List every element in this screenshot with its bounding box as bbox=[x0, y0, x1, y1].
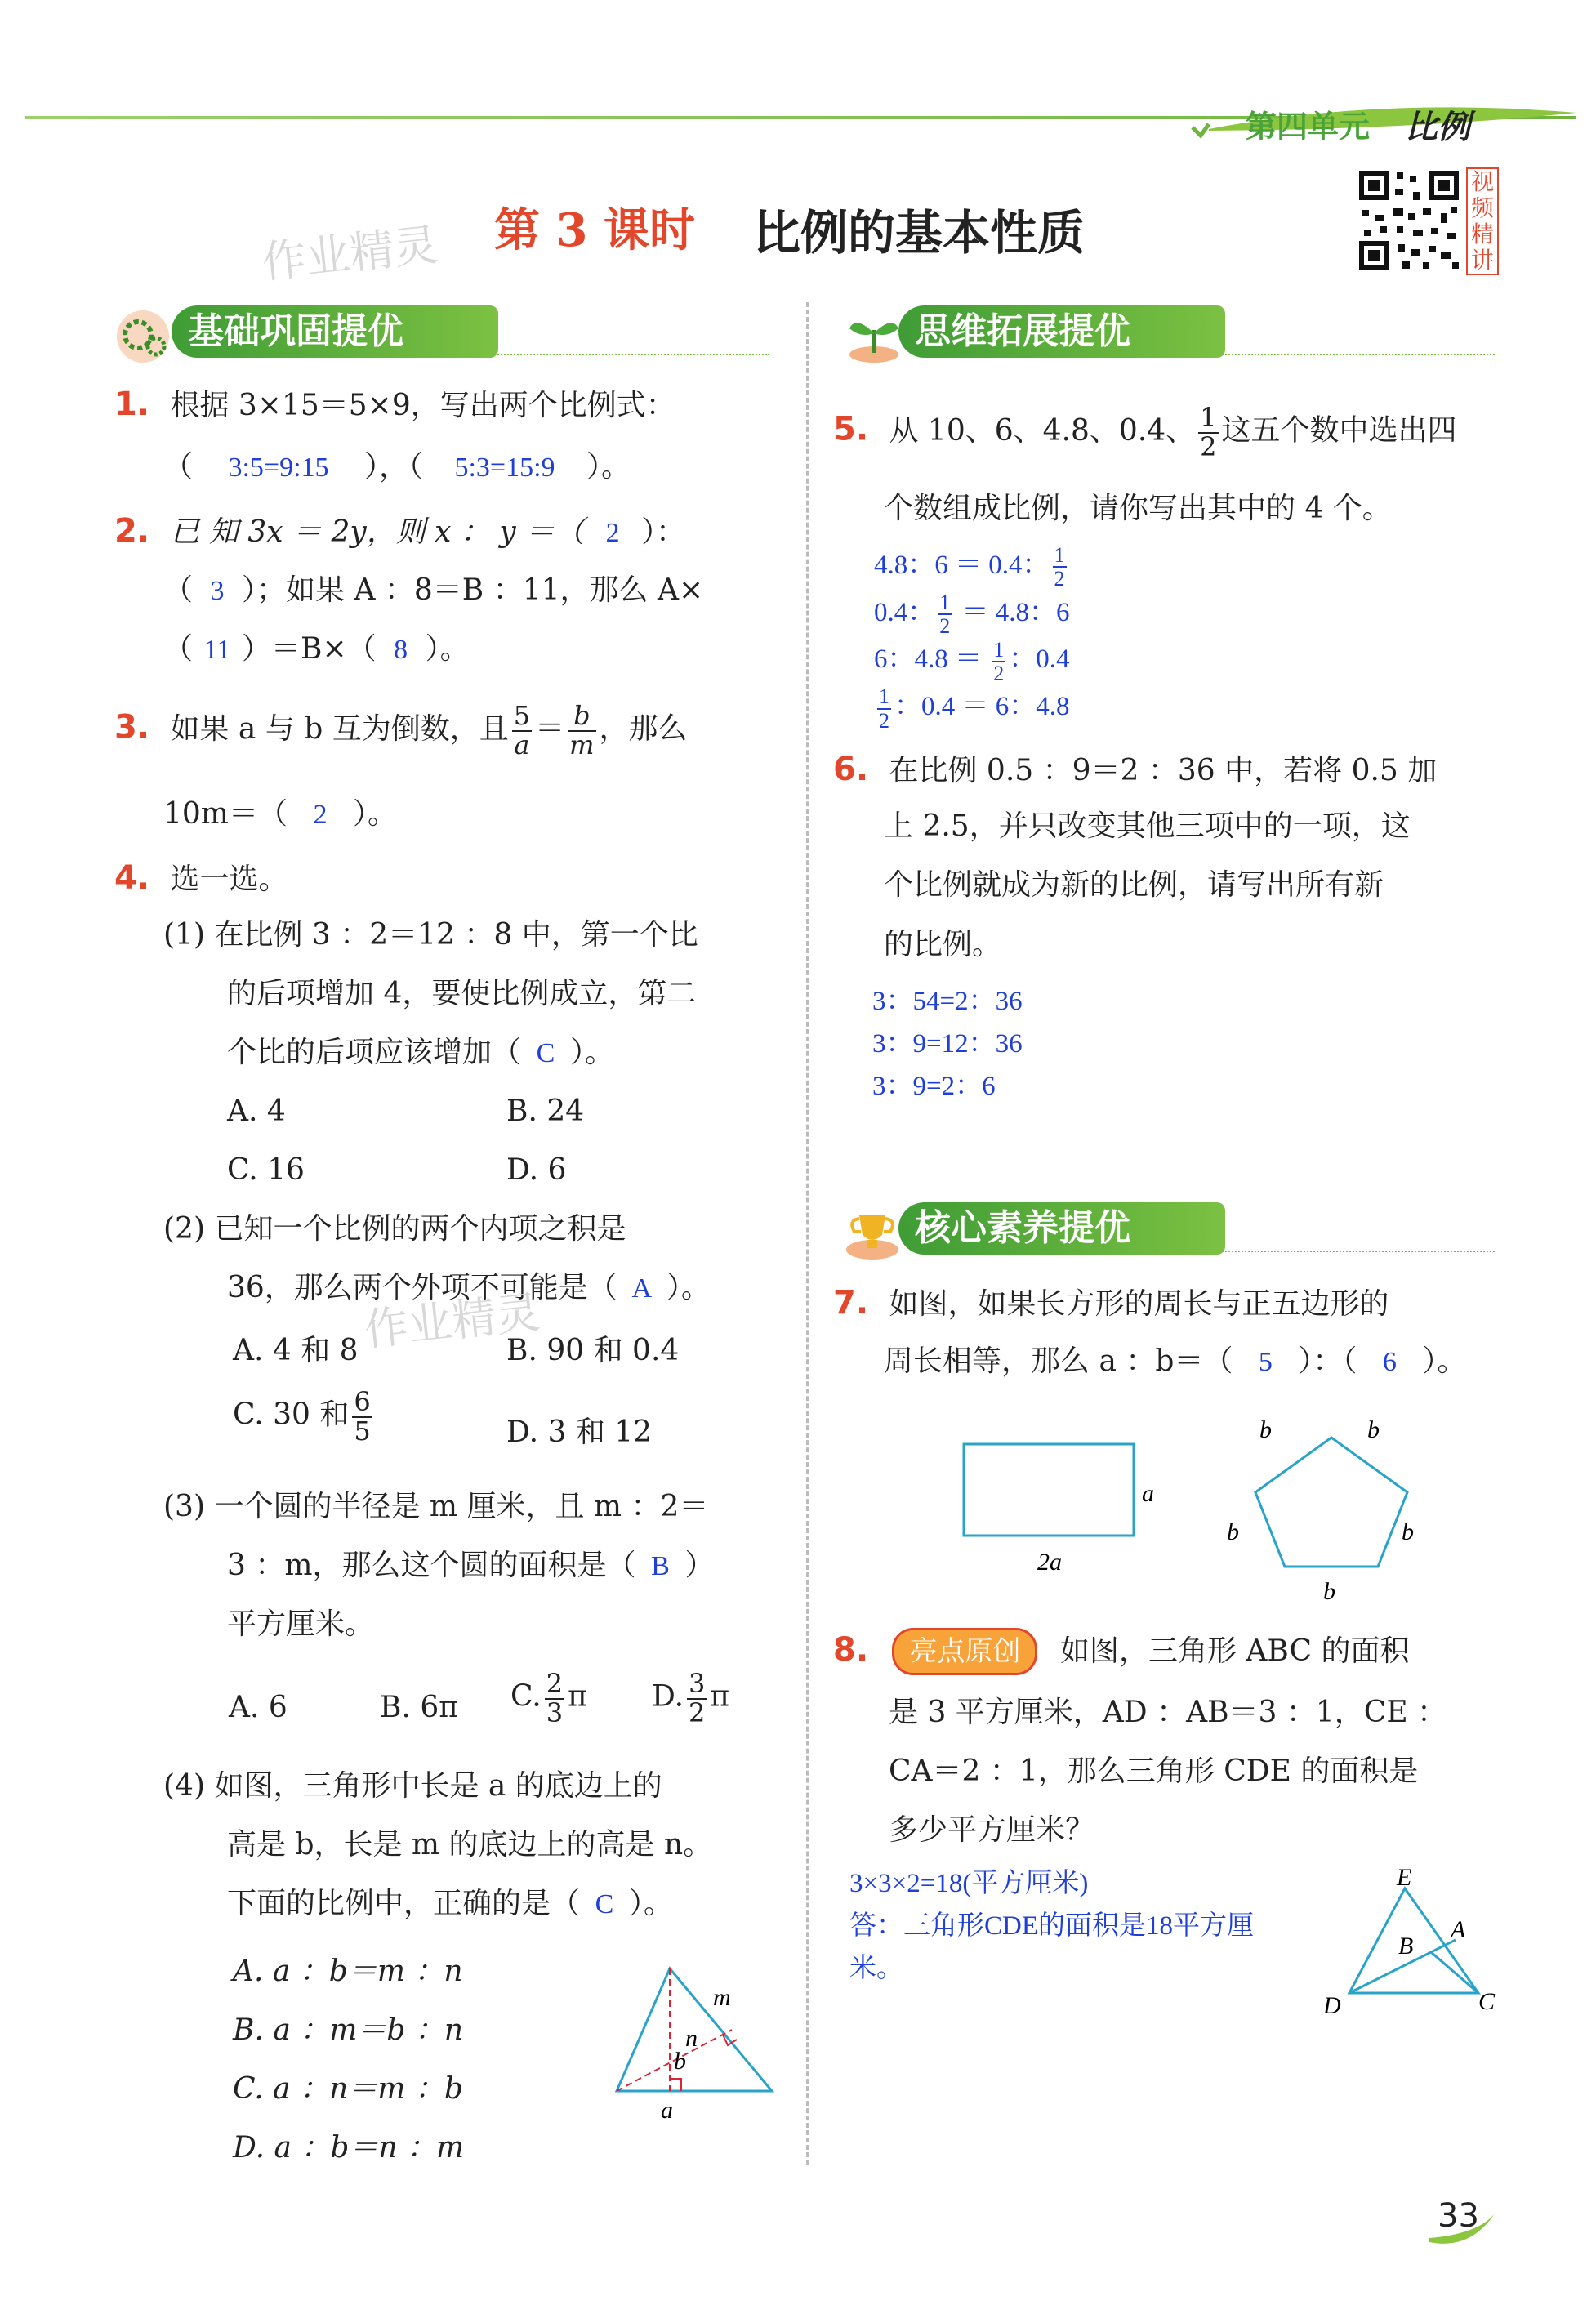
q5 bbox=[833, 404, 1457, 461]
q8-answers bbox=[849, 1862, 1254, 1990]
q7-rectangle-figure bbox=[956, 1429, 1176, 1585]
q2-answer-3[interactable]: 11 bbox=[203, 635, 231, 665]
q6-line4: 的比例。 bbox=[884, 928, 1002, 961]
q4-2-option-c[interactable]: C. 30 和 $\frac{6}{5}$ bbox=[233, 1386, 371, 1447]
q8-fig-C: C bbox=[1478, 1988, 1496, 2015]
q3-equals: ＝ bbox=[535, 711, 565, 746]
q4-2-option-d[interactable]: D. 3 和 12 bbox=[506, 1416, 653, 1449]
q4-4-line2: 高是 b，长是 m 的底边上的高是 n。 bbox=[227, 1828, 713, 1861]
section-core: 核心素养提优 bbox=[898, 1202, 1225, 1255]
q5-answer-3[interactable]: 6：4.8 ＝ $\frac{1}{2}$ ：0.4 bbox=[874, 637, 1070, 685]
q5-answers bbox=[874, 543, 1070, 732]
q7-answer-1[interactable]: 5 bbox=[1258, 1347, 1273, 1377]
watermark: 作业精灵 bbox=[259, 218, 441, 289]
q5-answer-1[interactable]: 4.8：6 ＝ 0.4： $\frac{1}{2}$ bbox=[874, 543, 1065, 591]
q7-fig-pent-b4: b bbox=[1402, 1518, 1414, 1545]
q2-line1: 已 知 3x ＝ 2y，则 x ： y ＝（ bbox=[170, 515, 585, 549]
q7-line1: 如图，如果长方形的周长与正五边形的 bbox=[889, 1287, 1389, 1321]
q6-number: 6. bbox=[833, 751, 869, 788]
q4-3-option-b[interactable]: B. 6π bbox=[380, 1691, 458, 1724]
q4-4-option-a[interactable]: A. a ：b＝m ：n bbox=[233, 1955, 463, 1988]
q7-fig-pent-b3: b bbox=[1227, 1518, 1239, 1545]
q7-fig-pent-b5: b bbox=[1323, 1578, 1335, 1601]
q5-fraction: $\frac{1}{2}$ bbox=[1200, 402, 1217, 462]
q8-line1: 如图，三角形 ABC 的面积 bbox=[1059, 1634, 1410, 1668]
q6-line3: 个比例就成为新的比例，请写出所有新 bbox=[884, 868, 1384, 902]
q4-4-answer[interactable]: C bbox=[595, 1889, 614, 1919]
lesson-number: 第 3 课时 bbox=[494, 203, 695, 257]
header-leaf-decoration bbox=[1176, 96, 1585, 162]
q8-fig-D: D bbox=[1323, 1992, 1341, 2019]
q7-fig-rect-bottom: 2a bbox=[1037, 1549, 1062, 1576]
q1-answer-2[interactable]: 5:3=15:9 bbox=[454, 453, 555, 483]
q6-line2: 上 2.5，并只改变其他三项中的一项，这 bbox=[884, 809, 1411, 843]
q4-2-line2: 36，那么两个外项不可能是（ A ）。 bbox=[227, 1266, 711, 1310]
q4-2-answer[interactable]: A bbox=[631, 1273, 653, 1304]
q1 bbox=[114, 380, 675, 429]
q4-1-line3: 个比的后项应该增加（ C ）。 bbox=[227, 1031, 614, 1075]
q2-answer-1[interactable]: 2 bbox=[605, 518, 620, 548]
q4-4-line3: 下面的比例中，正确的是（ C ）。 bbox=[227, 1882, 673, 1926]
q4-3-option-c[interactable]: C. $\frac{2}{3}$ π bbox=[510, 1668, 587, 1728]
q1-number: 1. bbox=[114, 386, 150, 423]
q4-2-option-a[interactable]: A. 4 和 8 bbox=[233, 1334, 359, 1367]
q4-4-line1: (4) 如图，三角形中长是 a 的底边上的 bbox=[163, 1769, 662, 1803]
q4-3-line3: 平方厘米。 bbox=[227, 1607, 375, 1641]
q4-3-line2: 3 ：m，那么这个圆的面积是（ B ） bbox=[227, 1544, 715, 1588]
section-core-rule bbox=[1209, 1251, 1495, 1252]
q5-line1b: 这五个数中选出四 bbox=[1221, 413, 1457, 448]
column-divider bbox=[806, 302, 809, 2165]
q4-2-option-b[interactable]: B. 90 和 0.4 bbox=[506, 1334, 680, 1367]
q2-line2: （ 3 ）；如果 A ：8＝B ：11，那么 A× bbox=[163, 568, 703, 613]
q8-triangle-figure bbox=[1315, 1862, 1503, 2026]
q4-4-option-d[interactable]: D. a ：b＝n ：m bbox=[233, 2131, 465, 2165]
q4-1-option-a[interactable]: A. 4 bbox=[227, 1095, 286, 1128]
q4-3-option-d-fraction: $\frac{3}{2}$ bbox=[689, 1668, 706, 1728]
q2-answer-4[interactable]: 8 bbox=[394, 635, 408, 665]
q7-fig-pent-b2: b bbox=[1367, 1416, 1380, 1443]
q5-number: 5. bbox=[833, 410, 869, 448]
q6-answers bbox=[872, 980, 1023, 1108]
unit-label: 第四单元 bbox=[1246, 109, 1371, 145]
q3-number: 3. bbox=[114, 708, 150, 747]
section-basic-rule bbox=[482, 354, 769, 355]
q3-line1b: ，那么 bbox=[599, 711, 688, 746]
q2-line3: （ 11 ）＝B×（ 8 ）。 bbox=[163, 627, 470, 671]
lesson-title: 比例的基本性质 bbox=[753, 205, 1086, 261]
q4-1-line1: (1) 在比例 3 ：2＝12 ：8 中，第一个比 bbox=[163, 918, 698, 952]
q4-1-line2: 的后项增加 4，要使比例成立，第二 bbox=[227, 977, 697, 1010]
q4-3-line1: (3) 一个圆的半径是 m 厘米，且 m ：2＝ bbox=[163, 1490, 709, 1523]
q5-line1: 从 10、6、4.8、0.4、 bbox=[889, 413, 1196, 448]
q8 bbox=[833, 1625, 1410, 1675]
sprout-icon bbox=[841, 304, 907, 369]
q4-1-option-d[interactable]: D. 6 bbox=[506, 1153, 567, 1187]
trophy-icon bbox=[840, 1201, 905, 1266]
q8-answer-1[interactable]: 3×3×2=18(平方厘米) bbox=[849, 1869, 1089, 1898]
q4-title: 选一选。 bbox=[170, 863, 288, 896]
q3-line1a: 如果 a 与 b 互为倒数，且 bbox=[170, 711, 509, 746]
q4 bbox=[114, 854, 288, 903]
q4-3-option-c-fraction: $\frac{2}{3}$ bbox=[546, 1668, 564, 1728]
q1-answers: （ 3:5=9:15 ），（ 5:3=15:9 ）。 bbox=[163, 445, 631, 489]
q3-fraction-2: $\frac{b}{m}$ bbox=[569, 700, 595, 760]
q8-line3: CA＝2 ：1，那么三角形 CDE 的面积是 bbox=[889, 1754, 1419, 1788]
q4-3-option-a[interactable]: A. 6 bbox=[229, 1691, 288, 1724]
q5-line2: 个数组成比例，请你写出其中的 4 个。 bbox=[884, 492, 1392, 525]
q2: 2. 已 知 3x ＝ 2y，则 x ： y ＝（ 2 ）： bbox=[114, 506, 685, 555]
q5-answer-4[interactable]: $\frac{1}{2}$ ：0.4 ＝ 6：4.8 bbox=[879, 684, 1070, 733]
q4-1-option-c[interactable]: C. 16 bbox=[227, 1153, 305, 1187]
q8-line2: 是 3 平方厘米，AD ：AB＝3 ：1，CE ： bbox=[889, 1696, 1447, 1729]
watermark-2: 作业精灵 bbox=[361, 1286, 543, 1357]
q3-fraction-1: $\frac{5}{a}$ bbox=[513, 700, 531, 760]
q8-fig-B: B bbox=[1398, 1933, 1414, 1959]
section-thinking: 思维拓展提优 bbox=[898, 305, 1225, 358]
q7-pentagon-figure bbox=[1209, 1405, 1454, 1601]
q7 bbox=[833, 1278, 1389, 1327]
q6-line1: 在比例 0.5 ：9＝2 ：36 中，若将 0.5 加 bbox=[889, 754, 1438, 787]
q3-line2-text: 10m＝（ bbox=[163, 797, 288, 831]
q8-number: 8. bbox=[833, 1631, 869, 1669]
q4-4-fig-b: b bbox=[674, 2048, 686, 2075]
q8-answer-2[interactable]: 答：三角形CDE的面积是18平方厘 bbox=[849, 1911, 1254, 1941]
q4-4-option-b[interactable]: B. a ：m＝b ：n bbox=[233, 2013, 464, 2047]
q2-line2-text: ）；如果 A ：8＝B ：11，那么 A× bbox=[242, 573, 704, 607]
q7-fig-pent-b1: b bbox=[1259, 1416, 1272, 1443]
q5-answer-2[interactable]: 0.4： $\frac{1}{2}$ ＝ 4.8：6 bbox=[874, 590, 1070, 639]
gear-icon bbox=[110, 304, 176, 369]
q6 bbox=[833, 745, 1437, 794]
q3-line2: 10m＝（ 2 ）。 bbox=[163, 792, 397, 836]
q7-fig-rect-side: a bbox=[1142, 1480, 1154, 1507]
q1-text: 根据 3×15＝5×9，写出两个比例式： bbox=[170, 389, 675, 422]
q3-answer[interactable]: 2 bbox=[313, 800, 328, 830]
q4-4-option-c[interactable]: C. a ：n＝m ：b bbox=[233, 2072, 463, 2106]
q7-line2: 周长相等，那么 a ：b＝（ 5 ）：（ 6 ）。 bbox=[884, 1340, 1466, 1384]
q8-fig-E: E bbox=[1397, 1864, 1412, 1891]
q6-answer-1[interactable]: 3：54=2：36 bbox=[872, 987, 1023, 1016]
q8-answer-3[interactable]: 米。 bbox=[849, 1954, 903, 1983]
q4-1-option-b[interactable]: B. 24 bbox=[506, 1095, 585, 1128]
q6-answer-2[interactable]: 3：9=12：36 bbox=[872, 1029, 1023, 1059]
q3 bbox=[114, 702, 688, 759]
q4-4-fig-m: m bbox=[713, 1984, 731, 2011]
q4-4-triangle-figure bbox=[609, 1956, 784, 2128]
q4-4-fig-n: n bbox=[685, 2025, 698, 2052]
q4-3-answer[interactable]: B bbox=[651, 1551, 670, 1581]
q2-line3-text: ）＝B×（ bbox=[242, 632, 377, 666]
qr-code-icon[interactable] bbox=[1356, 167, 1462, 274]
q4-4-fig-a: a bbox=[661, 2097, 673, 2124]
q1-answer-1[interactable]: 3:5=9:15 bbox=[228, 453, 329, 483]
q7-number: 7. bbox=[833, 1284, 869, 1322]
q4-1-answer[interactable]: C bbox=[536, 1038, 555, 1068]
q8-fig-A: A bbox=[1451, 1916, 1466, 1943]
unit-topic: 比例 bbox=[1405, 109, 1470, 146]
page-number: 33 bbox=[1438, 2197, 1479, 2235]
q7-answer-2[interactable]: 6 bbox=[1382, 1347, 1397, 1377]
q4-3-option-d[interactable]: D. $\frac{3}{2}$ π bbox=[652, 1668, 730, 1728]
q6-answer-3[interactable]: 3：9=2：6 bbox=[872, 1072, 996, 1101]
section-basic: 基础巩固提优 bbox=[172, 305, 498, 358]
q2-answer-2[interactable]: 3 bbox=[210, 576, 225, 606]
q4-2-option-c-fraction: $\frac{6}{5}$ bbox=[354, 1386, 371, 1447]
q4-2-line1: (2) 已知一个比例的两个内项之积是 bbox=[163, 1212, 626, 1246]
qr-label: 视频精讲 bbox=[1466, 167, 1499, 275]
q2-number: 2. bbox=[114, 512, 150, 550]
section-thinking-rule bbox=[1209, 354, 1495, 355]
q4-number: 4. bbox=[114, 859, 150, 897]
q8-badge: 亮点原创 bbox=[892, 1628, 1037, 1675]
q8-line4: 多少平方厘米？ bbox=[889, 1813, 1095, 1847]
